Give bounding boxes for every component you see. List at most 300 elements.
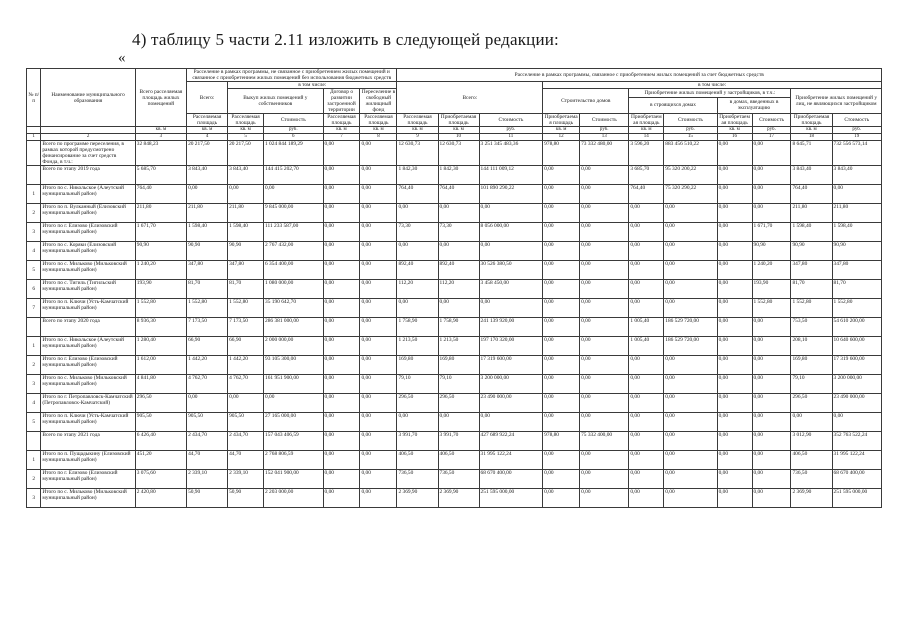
header-a-incl: в том числе:: [228, 82, 397, 89]
table-cell: 0,00: [664, 261, 717, 280]
table-cell: 296,50: [791, 394, 832, 413]
table-cell: 0,00: [717, 261, 752, 280]
table-cell: 0,00: [360, 375, 397, 394]
table-cell: 0,00: [717, 223, 752, 242]
table-cell: 152 041 900,00: [264, 470, 324, 489]
table-cell: 892,40: [438, 261, 479, 280]
table-cell: 1 213,50: [397, 337, 438, 356]
table-cell: 0,00: [664, 470, 717, 489]
table-cell: 0,00: [360, 432, 397, 451]
table-cell: 75 320 290,22: [664, 185, 717, 204]
table-cell: 736,50: [397, 470, 438, 489]
table-cell: 8 645,71: [791, 141, 832, 166]
table-header: [27, 69, 882, 141]
table-cell: 66,90: [228, 337, 264, 356]
table-cell: 0,00: [323, 242, 360, 261]
row-number: 2: [27, 204, 41, 223]
table-row: [27, 185, 882, 204]
table-cell: 0,00: [264, 394, 324, 413]
header-group-b: Расселение в рамках программы, связанное с приобретением жилых помещений за счет бюджетных средств: [397, 69, 882, 82]
sub-col-17: Стоимость: [752, 114, 791, 127]
table-cell: 144 415 202,70: [264, 166, 324, 185]
table-cell: 211,80: [228, 204, 264, 223]
table-cell: 0,00: [664, 299, 717, 318]
table-cell: 2 369,90: [438, 489, 479, 508]
column-number: 13: [580, 134, 629, 141]
table-cell: 79,10: [397, 375, 438, 394]
row-name: Итого по с. Никольское (Алеутский муниципальный район): [41, 185, 135, 204]
row-number: 1: [27, 451, 41, 470]
table-cell: 186 529 720,00: [664, 337, 717, 356]
table-cell: 0,00: [323, 451, 360, 470]
row-name: Итого по с. Мильково (Мильковский муниципальный район): [41, 261, 135, 280]
table-cell: 732 556 573,14: [832, 141, 881, 166]
table-cell: 753,50: [791, 318, 832, 337]
page-heading: 4) таблицу 5 части 2.11 изложить в следующей редакции:: [132, 30, 559, 49]
table-cell: 0,00: [629, 356, 664, 375]
table-cell: 0,00: [438, 204, 479, 223]
row-name: Всего по этапу 2020 года: [41, 318, 135, 337]
column-number: 4: [187, 134, 228, 141]
column-number: 15: [664, 134, 717, 141]
table-cell: 211,80: [135, 204, 186, 223]
table-cell: 50,90: [187, 489, 228, 508]
table-cell: 0,00: [580, 280, 629, 299]
table-cell: 0,00: [543, 375, 580, 394]
unit-cell: кв. м: [791, 127, 832, 134]
table-cell: 2 768 806,59: [264, 451, 324, 470]
table-cell: 0,00: [717, 204, 752, 223]
table-cell: 0,00: [664, 451, 717, 470]
row-name: Всего по этапу 2021 года: [41, 432, 135, 451]
table-cell: 0,00: [543, 394, 580, 413]
table-cell: 0,00: [360, 280, 397, 299]
unit-cell: кв. м: [438, 127, 479, 134]
table-cell: 2 420,80: [135, 489, 186, 508]
table-cell: 157 043 406,59: [264, 432, 324, 451]
table-cell: 736,50: [438, 470, 479, 489]
table-cell: 0,00: [580, 356, 629, 375]
table-cell: 1 240,20: [135, 261, 186, 280]
sub-col-13: Стоимость: [580, 114, 629, 127]
table-cell: 764,40: [629, 185, 664, 204]
table-cell: 0,00: [629, 204, 664, 223]
table-cell: 0,00: [580, 242, 629, 261]
table-cell: 1 442,20: [187, 356, 228, 375]
table-cell: 0,00: [717, 451, 752, 470]
table-cell: 0,00: [479, 242, 543, 261]
table-cell: 3 991,70: [397, 432, 438, 451]
unit-cell: [41, 127, 135, 134]
row-name: Всего по этапу 2019 года: [41, 166, 135, 185]
unit-cell: кв. м: [397, 127, 438, 134]
table-cell: 0,00: [752, 451, 791, 470]
table-cell: 3 991,70: [438, 432, 479, 451]
table-cell: 0,00: [629, 299, 664, 318]
row-number: 5: [27, 413, 41, 432]
row-name: Итого по г. Петропавловск-Камчатский (Петропавловск-Камчатский): [41, 394, 135, 413]
table-cell: 0,00: [187, 185, 228, 204]
table-cell: 10 640 600,00: [832, 337, 881, 356]
resettlement-table: [26, 68, 882, 508]
table-cell: 0,00: [543, 337, 580, 356]
header-total-area: Всего расселяемая площадь жилых помещений: [135, 69, 186, 127]
table-cell: 90,90: [135, 242, 186, 261]
table-cell: 0,00: [543, 356, 580, 375]
table-cell: 0,00: [438, 299, 479, 318]
table-cell: 161 951 900,00: [264, 375, 324, 394]
table-cell: 1 552,80: [187, 299, 228, 318]
row-number: 2: [27, 356, 41, 375]
sub-col-16: Приобретаемая площадь: [717, 114, 752, 127]
table-cell: 81,70: [832, 280, 881, 299]
header-a-total: Всего:: [187, 82, 228, 114]
table-cell: 0,00: [543, 185, 580, 204]
table-cell: 0,00: [323, 141, 360, 166]
unit-cell: кв. м: [323, 127, 360, 134]
table-cell: 905,50: [187, 413, 228, 432]
table-cell: 2 767 432,00: [264, 242, 324, 261]
table-cell: 0,00: [543, 261, 580, 280]
table-cell: 73 332 480,00: [580, 141, 629, 166]
table-cell: 68 670 400,00: [832, 470, 881, 489]
table-cell: 905,50: [228, 413, 264, 432]
table-cell: 68 670 400,00: [479, 470, 543, 489]
table-cell: 0,00: [629, 242, 664, 261]
row-name: Итого по г. Елизово (Елизовский муниципальный район): [41, 470, 135, 489]
table-cell: 1 552,80: [135, 299, 186, 318]
sub-col-6: Стоимость: [264, 114, 324, 127]
table-cell: 0,00: [360, 470, 397, 489]
row-number: 1: [27, 337, 41, 356]
table-cell: 3 200 000,00: [479, 375, 543, 394]
table-cell: 0,00: [752, 185, 791, 204]
table-cell: 0,00: [629, 451, 664, 470]
table-cell: 2 203 000,00: [264, 489, 324, 508]
table-cell: 347,80: [832, 261, 881, 280]
table-cell: 0,00: [323, 356, 360, 375]
table-cell: 32 848,23: [135, 141, 186, 166]
table-cell: 0,00: [629, 394, 664, 413]
table-cell: 0,00: [717, 141, 752, 166]
table-cell: 0,00: [543, 223, 580, 242]
table-cell: 1 240,20: [752, 261, 791, 280]
table-cell: 0,00: [360, 489, 397, 508]
table-cell: 0,00: [323, 166, 360, 185]
row-number: 4: [27, 242, 41, 261]
table-cell: 31 995 122,24: [832, 451, 881, 470]
table-cell: 764,40: [791, 185, 832, 204]
table-cell: 427 689 922,24: [479, 432, 543, 451]
table-cell: 0,00: [479, 413, 543, 432]
table-cell: 0,00: [752, 432, 791, 451]
table-cell: 211,80: [832, 204, 881, 223]
table-cell: 0,00: [360, 337, 397, 356]
column-number-row: [27, 134, 882, 141]
unit-cell: кв. м: [360, 127, 397, 134]
table-cell: 3 843,40: [791, 166, 832, 185]
table-cell: 1 552,80: [752, 299, 791, 318]
table-cell: 0,00: [629, 489, 664, 508]
table-cell: 0,00: [580, 413, 629, 432]
table-cell: 0,00: [580, 166, 629, 185]
table-cell: 3 458 450,00: [479, 280, 543, 299]
table-cell: 347,80: [228, 261, 264, 280]
sub-col-9: Расселяемая площадь: [397, 114, 438, 127]
table-cell: 0,00: [543, 280, 580, 299]
table-cell: 0,00: [360, 141, 397, 166]
header-b-built: в домах, введенных в эксплуатацию: [717, 97, 791, 113]
table-cell: 0,00: [323, 318, 360, 337]
table-cell: 2 339,10: [228, 470, 264, 489]
column-number: 18: [791, 134, 832, 141]
table-cell: 7 173,50: [187, 318, 228, 337]
table-cell: 2 000 000,00: [264, 337, 324, 356]
header-b-under-constr: в строящихся домах: [629, 97, 717, 113]
table-cell: 186 529 720,00: [664, 318, 717, 337]
sub-col-11: Стоимость: [479, 114, 543, 127]
table-cell: 0,00: [791, 413, 832, 432]
unit-cell: руб.: [664, 127, 717, 134]
unit-cell: кв. м: [629, 127, 664, 134]
table-cell: 9 845 000,00: [264, 204, 324, 223]
table-cell: 0,00: [543, 413, 580, 432]
table-cell: 1 598,40: [228, 223, 264, 242]
table-cell: 169,80: [791, 356, 832, 375]
table-cell: 0,00: [629, 375, 664, 394]
unit-cell: руб.: [580, 127, 629, 134]
table-cell: 0,00: [323, 337, 360, 356]
table-cell: 169,80: [397, 356, 438, 375]
table-cell: 4 762,70: [228, 375, 264, 394]
table-cell: 0,00: [752, 318, 791, 337]
row-number: 1: [27, 185, 41, 204]
table-cell: 0,00: [717, 337, 752, 356]
table-cell: 0,00: [479, 204, 543, 223]
row-number: 7: [27, 299, 41, 318]
table-cell: 75 332 400,00: [580, 432, 629, 451]
header-b-purchase-dev: Приобретение жилых помещений у застройщиков, в т.ч.:: [629, 89, 791, 98]
table-cell: 0,00: [397, 242, 438, 261]
table-cell: 1 612,00: [135, 356, 186, 375]
table-cell: 0,00: [629, 280, 664, 299]
column-number: 14: [629, 134, 664, 141]
table-cell: 0,00: [360, 223, 397, 242]
table-cell: 0,00: [228, 185, 264, 204]
unit-cell: руб.: [832, 127, 881, 134]
sub-col-18: Приобретаемая площадь: [791, 114, 832, 127]
table-cell: 1 213,50: [438, 337, 479, 356]
header-name: Наименование муниципального образования: [41, 69, 135, 127]
table-cell: 79,10: [791, 375, 832, 394]
table-cell: 90,90: [187, 242, 228, 261]
table-cell: 0,00: [438, 413, 479, 432]
column-number: 2: [41, 134, 135, 141]
table-cell: 3 843,40: [187, 166, 228, 185]
row-name: Итого по п. Пущадыкину (Елизовский муниципальный район): [41, 451, 135, 470]
table-cell: 0,00: [664, 394, 717, 413]
table-cell: 0,00: [323, 489, 360, 508]
sub-col-14: Приобретаемая площадь: [629, 114, 664, 127]
table-cell: 0,00: [717, 489, 752, 508]
column-number: 8: [360, 134, 397, 141]
table-cell: 0,00: [752, 470, 791, 489]
table-cell: 0,00: [543, 451, 580, 470]
table-cell: 0,00: [543, 489, 580, 508]
table-cell: 764,40: [438, 185, 479, 204]
table-cell: 3 843,40: [832, 166, 881, 185]
unit-cell: кв. м: [187, 127, 228, 134]
table-cell: 23 490 000,00: [479, 394, 543, 413]
table-cell: 0,00: [543, 318, 580, 337]
table-cell: 0,00: [752, 204, 791, 223]
table-cell: 0,00: [323, 280, 360, 299]
table-cell: 0,00: [717, 242, 752, 261]
table-row: [27, 204, 882, 223]
table-cell: 73,30: [438, 223, 479, 242]
table-cell: 0,00: [397, 413, 438, 432]
table-row: [27, 280, 882, 299]
table-row: [27, 413, 882, 432]
header-b-construction: Строительство домов: [543, 89, 629, 114]
table-cell: 0,00: [397, 204, 438, 223]
table-cell: 764,40: [397, 185, 438, 204]
table-cell: 1 552,80: [791, 299, 832, 318]
table-cell: 3 843,40: [228, 166, 264, 185]
table-cell: 352 763 522,24: [832, 432, 881, 451]
table-cell: 12 630,73: [397, 141, 438, 166]
column-number: 9: [397, 134, 438, 141]
table-cell: 0,00: [323, 261, 360, 280]
table-cell: 3 012,90: [791, 432, 832, 451]
table-cell: 0,00: [664, 280, 717, 299]
resettlement-table-container: [26, 68, 882, 508]
table-cell: 81,70: [791, 280, 832, 299]
table-cell: 0,00: [479, 299, 543, 318]
table-cell: 892,40: [397, 261, 438, 280]
column-number: 17: [752, 134, 791, 141]
table-cell: 101 890 290,22: [479, 185, 543, 204]
sub-col-15: Стоимость: [664, 114, 717, 127]
opening-quote: «: [118, 50, 126, 66]
table-cell: 66,90: [187, 337, 228, 356]
table-cell: 0,00: [228, 394, 264, 413]
table-cell: 0,00: [717, 470, 752, 489]
table-row: [27, 394, 882, 413]
table-cell: 1 842,30: [397, 166, 438, 185]
unit-cell: кв. м: [543, 127, 580, 134]
table-cell: 0,00: [360, 299, 397, 318]
row-number: [27, 166, 41, 185]
table-cell: 44,70: [187, 451, 228, 470]
table-cell: 23 490 000,00: [832, 394, 881, 413]
table-cell: 144 111 009,12: [479, 166, 543, 185]
table-cell: 27 165 000,00: [264, 413, 324, 432]
table-cell: 0,00: [323, 470, 360, 489]
row-number: 3: [27, 489, 41, 508]
table-cell: 73,30: [397, 223, 438, 242]
header-no: № п/п: [27, 69, 41, 127]
table-cell: 0,00: [543, 166, 580, 185]
table-cell: 0,00: [360, 394, 397, 413]
table-cell: 3 200 000,00: [832, 375, 881, 394]
table-cell: 90,90: [228, 242, 264, 261]
column-number: 16: [717, 134, 752, 141]
table-cell: 0,00: [752, 394, 791, 413]
table-cell: 12 630,73: [438, 141, 479, 166]
row-name: Итого по с. Тигиль (Тигильский муниципальный район): [41, 280, 135, 299]
table-cell: 44,70: [228, 451, 264, 470]
table-cell: 406,50: [397, 451, 438, 470]
table-cell: 0,00: [717, 413, 752, 432]
table-cell: 0,00: [264, 185, 324, 204]
row-name: Итого по с. Мильково (Мильковский муниципальный район): [41, 375, 135, 394]
row-name: Итого по с. Мильково (Мильковский муниципальный район): [41, 489, 135, 508]
table-cell: 0,00: [717, 394, 752, 413]
header-b-incl: в том числе:: [543, 82, 882, 89]
table-cell: 1 598,40: [791, 223, 832, 242]
table-cell: 0,00: [360, 413, 397, 432]
table-cell: 0,00: [543, 242, 580, 261]
table-cell: 0,00: [832, 185, 881, 204]
table-cell: 3 596,20: [629, 141, 664, 166]
row-name: Всего по программе переселения, в рамках которой предусмотрено финансирование за счет средств Фонда, в т.ч.:: [41, 141, 135, 166]
table-cell: 90,90: [791, 242, 832, 261]
table-cell: 0,00: [717, 299, 752, 318]
table-cell: 112,20: [438, 280, 479, 299]
column-number: 10: [438, 134, 479, 141]
table-row: [27, 318, 882, 337]
table-cell: 0,00: [717, 185, 752, 204]
table-cell: 17 319 600,00: [479, 356, 543, 375]
table-cell: 0,00: [752, 489, 791, 508]
row-name: Итого по п. Ключи (Усть-Камчатский муниципальный район): [41, 413, 135, 432]
table-cell: 0,00: [580, 261, 629, 280]
table-cell: 0,00: [629, 413, 664, 432]
table-cell: 1 552,80: [228, 299, 264, 318]
table-cell: 30 526 380,50: [479, 261, 543, 280]
table-cell: 0,00: [580, 299, 629, 318]
table-cell: 6 354 400,00: [264, 261, 324, 280]
table-cell: 4 762,70: [187, 375, 228, 394]
table-cell: 0,00: [752, 337, 791, 356]
table-cell: 0,00: [543, 204, 580, 223]
table-cell: 0,00: [397, 299, 438, 318]
column-number: 6: [264, 134, 324, 141]
table-cell: 0,00: [580, 223, 629, 242]
unit-cell: руб.: [479, 127, 543, 134]
table-cell: 54 610 200,00: [832, 318, 881, 337]
table-cell: 208,10: [791, 337, 832, 356]
table-cell: 93 105 300,00: [264, 356, 324, 375]
table-cell: 8 936,30: [135, 318, 186, 337]
table-cell: 1 842,30: [438, 166, 479, 185]
table-cell: 0,00: [360, 356, 397, 375]
table-cell: 0,00: [629, 470, 664, 489]
table-row: [27, 375, 882, 394]
row-name: Итого по п. Вулканный (Елизовский муниципальный район): [41, 204, 135, 223]
table-cell: 1 024 844 189,29: [264, 141, 324, 166]
table-cell: 79,10: [438, 375, 479, 394]
table-cell: 0,00: [323, 204, 360, 223]
table-cell: 0,00: [323, 223, 360, 242]
table-cell: 1 005,40: [629, 318, 664, 337]
table-cell: 296,50: [438, 394, 479, 413]
row-number: 2: [27, 470, 41, 489]
sub-col-7: Расселяемая площадь: [323, 114, 360, 127]
table-cell: 0,00: [752, 141, 791, 166]
table-cell: 451,20: [135, 451, 186, 470]
